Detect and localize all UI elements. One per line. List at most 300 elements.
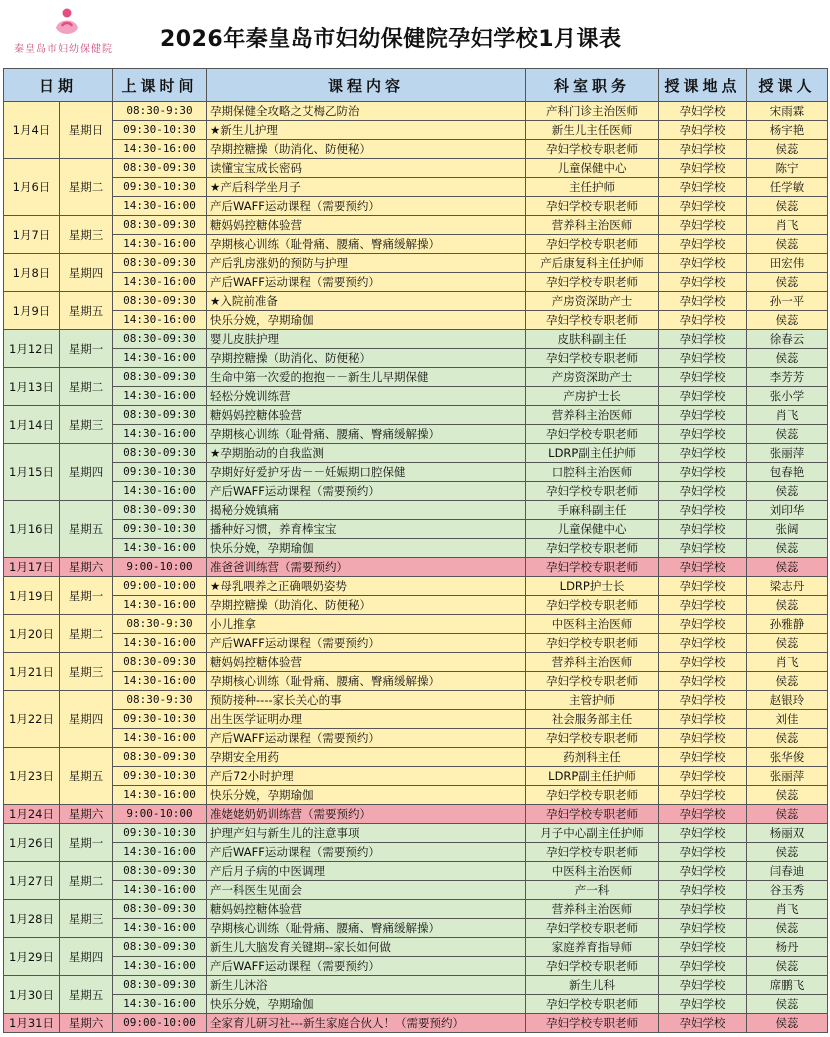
dept-cell: 口腔科主治医师 [526, 463, 659, 482]
table-row [4, 729, 828, 748]
time-cell: 09:30-10:30 [113, 520, 207, 539]
dept-cell: LDRP副主任护师 [526, 444, 659, 463]
time-cell: 14:30-16:00 [113, 634, 207, 653]
teacher-cell: 张华俊 [747, 748, 828, 767]
table-row [4, 767, 828, 786]
teacher-cell: 侯蕊 [747, 786, 828, 805]
dept-cell: 产房资深助产士 [526, 292, 659, 311]
time-cell: 09:30-10:30 [113, 121, 207, 140]
dept-cell: 孕妇学校专职老师 [526, 957, 659, 976]
teacher-cell: 侯蕊 [747, 482, 828, 501]
dept-cell: 孕妇学校专职老师 [526, 539, 659, 558]
col-header-course: 课程内容 [207, 69, 526, 102]
table-row [4, 368, 828, 387]
teacher-cell: 肖飞 [747, 900, 828, 919]
teacher-cell: 孙雅静 [747, 615, 828, 634]
time-cell: 14:30-16:00 [113, 539, 207, 558]
time-cell: 14:30-16:00 [113, 273, 207, 292]
weekday-cell: 星期六 [60, 1014, 113, 1033]
dept-cell: 新生儿科 [526, 976, 659, 995]
place-cell: 孕妇学校 [659, 178, 747, 197]
table-row [4, 425, 828, 444]
date-cell: 1月26日 [4, 824, 60, 862]
teacher-cell: 杨宇艳 [747, 121, 828, 140]
dept-cell: 孕妇学校专职老师 [526, 729, 659, 748]
course-cell: ★入院前准备 [207, 292, 526, 311]
table-row [4, 292, 828, 311]
date-cell: 1月15日 [4, 444, 60, 501]
time-cell: 08:30-09:30 [113, 216, 207, 235]
teacher-cell: 侯蕊 [747, 349, 828, 368]
place-cell: 孕妇学校 [659, 159, 747, 178]
dept-cell: 孕妇学校专职老师 [526, 805, 659, 824]
dept-cell: 产房护士长 [526, 387, 659, 406]
time-cell: 08:30-09:30 [113, 748, 207, 767]
weekday-cell: 星期五 [60, 501, 113, 558]
date-cell: 1月21日 [4, 653, 60, 691]
course-cell: 产后WAFF运动课程（需要预约） [207, 729, 526, 748]
teacher-cell: 侯蕊 [747, 235, 828, 254]
hospital-logo [12, 6, 124, 60]
course-cell: 孕期核心训练（耻骨痛、腰痛、臀痛缓解操） [207, 919, 526, 938]
table-row [4, 235, 828, 254]
dept-cell: 孕妇学校专职老师 [526, 919, 659, 938]
place-cell: 孕妇学校 [659, 786, 747, 805]
place-cell: 孕妇学校 [659, 938, 747, 957]
table-row [4, 976, 828, 995]
place-cell: 孕妇学校 [659, 881, 747, 900]
date-cell: 1月14日 [4, 406, 60, 444]
teacher-cell: 宋雨霖 [747, 102, 828, 121]
dept-cell: 产后康复科主任护师 [526, 254, 659, 273]
date-cell: 1月6日 [4, 159, 60, 216]
teacher-cell: 侯蕊 [747, 596, 828, 615]
place-cell: 孕妇学校 [659, 767, 747, 786]
time-cell: 08:30-09:30 [113, 444, 207, 463]
table-row [4, 273, 828, 292]
place-cell: 孕妇学校 [659, 368, 747, 387]
course-cell: ★母乳喂养之正确喂奶姿势 [207, 577, 526, 596]
course-cell: 护理产妇与新生儿的注意事项 [207, 824, 526, 843]
course-cell: 孕期好好爱护牙齿－－妊娠期口腔保健 [207, 463, 526, 482]
date-cell: 1月30日 [4, 976, 60, 1014]
dept-cell: 孕妇学校专职老师 [526, 843, 659, 862]
dept-cell: 产科门诊主治医师 [526, 102, 659, 121]
time-cell: 09:00-10:00 [113, 1014, 207, 1033]
place-cell: 孕妇学校 [659, 425, 747, 444]
dept-cell: 孕妇学校专职老师 [526, 425, 659, 444]
time-cell: 09:00-10:00 [113, 577, 207, 596]
date-cell: 1月19日 [4, 577, 60, 615]
teacher-cell: 侯蕊 [747, 197, 828, 216]
date-cell: 1月31日 [4, 1014, 60, 1033]
course-cell: 快乐分娩，孕期瑜伽 [207, 995, 526, 1014]
course-cell: 产后WAFF运动课程（需要预约） [207, 482, 526, 501]
course-cell: 产后月子病的中医调理 [207, 862, 526, 881]
place-cell: 孕妇学校 [659, 748, 747, 767]
table-row [4, 615, 828, 634]
teacher-cell: 肖飞 [747, 216, 828, 235]
place-cell: 孕妇学校 [659, 957, 747, 976]
place-cell: 孕妇学校 [659, 843, 747, 862]
place-cell: 孕妇学校 [659, 539, 747, 558]
dept-cell: 儿童保健中心 [526, 520, 659, 539]
dept-cell: 营养科主治医师 [526, 653, 659, 672]
course-cell: 快乐分娩，孕期瑜伽 [207, 786, 526, 805]
table-row [4, 406, 828, 425]
course-cell: 婴儿皮肤护理 [207, 330, 526, 349]
table-row [4, 349, 828, 368]
time-cell: 9:00-10:00 [113, 805, 207, 824]
table-row [4, 938, 828, 957]
time-cell: 14:30-16:00 [113, 957, 207, 976]
time-cell: 09:30-10:30 [113, 767, 207, 786]
course-cell: 孕期控糖操（助消化、防便秘） [207, 140, 526, 159]
place-cell: 孕妇学校 [659, 900, 747, 919]
dept-cell: 孕妇学校专职老师 [526, 596, 659, 615]
place-cell: 孕妇学校 [659, 862, 747, 881]
date-cell: 1月9日 [4, 292, 60, 330]
dept-cell: 手麻科副主任 [526, 501, 659, 520]
table-row [4, 900, 828, 919]
course-cell: 快乐分娩，孕期瑜伽 [207, 539, 526, 558]
table-row [4, 482, 828, 501]
time-cell: 08:30-9:30 [113, 102, 207, 121]
teacher-cell: 杨丹 [747, 938, 828, 957]
teacher-cell: 侯蕊 [747, 140, 828, 159]
teacher-cell: 谷玉秀 [747, 881, 828, 900]
dept-cell: 产一科 [526, 881, 659, 900]
place-cell: 孕妇学校 [659, 729, 747, 748]
time-cell: 08:30-09:30 [113, 406, 207, 425]
col-header-place: 授课地点 [659, 69, 747, 102]
table-row [4, 197, 828, 216]
course-cell: 新生儿大脑发育关键期--家长如何做 [207, 938, 526, 957]
col-header-teacher: 授课人 [747, 69, 828, 102]
dept-cell: 月子中心副主任护师 [526, 824, 659, 843]
place-cell: 孕妇学校 [659, 1014, 747, 1033]
table-row [4, 539, 828, 558]
dept-cell: 主任护师 [526, 178, 659, 197]
course-cell: 小儿推拿 [207, 615, 526, 634]
logo-mark-icon [50, 6, 84, 40]
table-row [4, 577, 828, 596]
table-row [4, 254, 828, 273]
table-row [4, 311, 828, 330]
table-row [4, 102, 828, 121]
time-cell: 14:30-16:00 [113, 349, 207, 368]
teacher-cell: 侯蕊 [747, 634, 828, 653]
place-cell: 孕妇学校 [659, 273, 747, 292]
course-cell: 出生医学证明办理 [207, 710, 526, 729]
weekday-cell: 星期五 [60, 292, 113, 330]
place-cell: 孕妇学校 [659, 520, 747, 539]
time-cell: 14:30-16:00 [113, 919, 207, 938]
time-cell: 08:30-09:30 [113, 159, 207, 178]
teacher-cell: 肖飞 [747, 406, 828, 425]
time-cell: 9:00-10:00 [113, 558, 207, 577]
course-cell: 产后乳房涨奶的预防与护理 [207, 254, 526, 273]
dept-cell: 孕妇学校专职老师 [526, 995, 659, 1014]
date-cell: 1月8日 [4, 254, 60, 292]
place-cell: 孕妇学校 [659, 710, 747, 729]
teacher-cell: 侯蕊 [747, 729, 828, 748]
teacher-cell: 闫春迪 [747, 862, 828, 881]
course-cell: 糖妈妈控糖体验营 [207, 216, 526, 235]
date-cell: 1月13日 [4, 368, 60, 406]
table-row [4, 159, 828, 178]
date-cell: 1月20日 [4, 615, 60, 653]
table-row [4, 862, 828, 881]
weekday-cell: 星期六 [60, 805, 113, 824]
dept-cell: 新生儿主任医师 [526, 121, 659, 140]
place-cell: 孕妇学校 [659, 691, 747, 710]
place-cell: 孕妇学校 [659, 919, 747, 938]
teacher-cell: 张丽萍 [747, 444, 828, 463]
course-cell: 播种好习惯，养育棒宝宝 [207, 520, 526, 539]
place-cell: 孕妇学校 [659, 615, 747, 634]
teacher-cell: 侯蕊 [747, 558, 828, 577]
table-row [4, 710, 828, 729]
table-row [4, 691, 828, 710]
course-cell: 孕期控糖操（助消化、防便秘） [207, 349, 526, 368]
time-cell: 14:30-16:00 [113, 843, 207, 862]
course-cell: 孕期核心训练（耻骨痛、腰痛、臀痛缓解操） [207, 425, 526, 444]
weekday-cell: 星期四 [60, 691, 113, 748]
weekday-cell: 星期二 [60, 862, 113, 900]
course-cell: 产后72小时护理 [207, 767, 526, 786]
course-cell: 全家育儿研习社---新生家庭合伙人！（需要预约） [207, 1014, 526, 1033]
course-cell: 孕期核心训练（耻骨痛、腰痛、臀痛缓解操） [207, 672, 526, 691]
date-cell: 1月23日 [4, 748, 60, 805]
schedule-body [4, 102, 828, 1033]
dept-cell: 孕妇学校专职老师 [526, 558, 659, 577]
course-cell: 新生儿沐浴 [207, 976, 526, 995]
table-row [4, 843, 828, 862]
teacher-cell: 肖飞 [747, 653, 828, 672]
place-cell: 孕妇学校 [659, 672, 747, 691]
course-cell: 产后WAFF运动课程（需要预约） [207, 273, 526, 292]
date-cell: 1月17日 [4, 558, 60, 577]
table-row [4, 520, 828, 539]
course-cell: 糖妈妈控糖体验营 [207, 900, 526, 919]
dept-cell: 营养科主治医师 [526, 216, 659, 235]
teacher-cell: 刘佳 [747, 710, 828, 729]
dept-cell: LDRP护士长 [526, 577, 659, 596]
dept-cell: 孕妇学校专职老师 [526, 140, 659, 159]
table-row [4, 786, 828, 805]
time-cell: 14:30-16:00 [113, 311, 207, 330]
time-cell: 14:30-16:00 [113, 729, 207, 748]
time-cell: 08:30-09:30 [113, 938, 207, 957]
weekday-cell: 星期五 [60, 976, 113, 1014]
teacher-cell: 侯蕊 [747, 311, 828, 330]
dept-cell: 孕妇学校专职老师 [526, 482, 659, 501]
teacher-cell: 梁志丹 [747, 577, 828, 596]
table-row [4, 995, 828, 1014]
course-cell: 揭秘分娩镇痛 [207, 501, 526, 520]
time-cell: 14:30-16:00 [113, 425, 207, 444]
teacher-cell: 杨丽双 [747, 824, 828, 843]
course-cell: 预防接种----家长关心的事 [207, 691, 526, 710]
teacher-cell: 侯蕊 [747, 957, 828, 976]
teacher-cell: 徐春云 [747, 330, 828, 349]
place-cell: 孕妇学校 [659, 311, 747, 330]
place-cell: 孕妇学校 [659, 140, 747, 159]
dept-cell: 儿童保健中心 [526, 159, 659, 178]
dept-cell: 主管护师 [526, 691, 659, 710]
time-cell: 08:30-09:30 [113, 900, 207, 919]
time-cell: 08:30-9:30 [113, 615, 207, 634]
place-cell: 孕妇学校 [659, 596, 747, 615]
table-row [4, 805, 828, 824]
table-row [4, 330, 828, 349]
time-cell: 08:30-09:30 [113, 862, 207, 881]
place-cell: 孕妇学校 [659, 463, 747, 482]
place-cell: 孕妇学校 [659, 216, 747, 235]
teacher-cell: 侯蕊 [747, 805, 828, 824]
place-cell: 孕妇学校 [659, 330, 747, 349]
table-row [4, 1014, 828, 1033]
dept-cell: 孕妇学校专职老师 [526, 634, 659, 653]
place-cell: 孕妇学校 [659, 406, 747, 425]
weekday-cell: 星期三 [60, 653, 113, 691]
table-row [4, 501, 828, 520]
weekday-cell: 星期四 [60, 254, 113, 292]
dept-cell: 家庭养育指导师 [526, 938, 659, 957]
place-cell: 孕妇学校 [659, 387, 747, 406]
dept-cell: 孕妇学校专职老师 [526, 235, 659, 254]
page-title: 2026年秦皇岛市妇幼保健院孕妇学校1月课表 [160, 27, 622, 52]
course-cell: 产后WAFF运动课程（需要预约） [207, 843, 526, 862]
table-row [4, 596, 828, 615]
place-cell: 孕妇学校 [659, 805, 747, 824]
date-cell: 1月29日 [4, 938, 60, 976]
teacher-cell: 刘印华 [747, 501, 828, 520]
course-cell: 产后WAFF运动课程（需要预约） [207, 634, 526, 653]
weekday-cell: 星期二 [60, 615, 113, 653]
course-cell: 糖妈妈控糖体验营 [207, 653, 526, 672]
course-cell: ★孕期胎动的自我监测 [207, 444, 526, 463]
place-cell: 孕妇学校 [659, 501, 747, 520]
place-cell: 孕妇学校 [659, 254, 747, 273]
teacher-cell: 侯蕊 [747, 843, 828, 862]
time-cell: 08:30-09:30 [113, 292, 207, 311]
time-cell: 14:30-16:00 [113, 140, 207, 159]
time-cell: 08:30-09:30 [113, 254, 207, 273]
weekday-cell: 星期二 [60, 159, 113, 216]
place-cell: 孕妇学校 [659, 482, 747, 501]
logo-text: 秦皇岛市妇幼保健院 [14, 44, 113, 55]
teacher-cell: 任学敏 [747, 178, 828, 197]
time-cell: 08:30-9:30 [113, 691, 207, 710]
course-cell: ★产后科学坐月子 [207, 178, 526, 197]
time-cell: 14:30-16:00 [113, 786, 207, 805]
table-row [4, 957, 828, 976]
course-cell: 准姥姥奶奶训练营（需要预约） [207, 805, 526, 824]
header-row [4, 69, 828, 102]
teacher-cell: 孙一平 [747, 292, 828, 311]
weekday-cell: 星期三 [60, 216, 113, 254]
teacher-cell: 侯蕊 [747, 919, 828, 938]
schedule-table [3, 68, 828, 1033]
dept-cell: 中医科主治医师 [526, 862, 659, 881]
teacher-cell: 李芳芳 [747, 368, 828, 387]
place-cell: 孕妇学校 [659, 577, 747, 596]
course-cell: 孕期安全用药 [207, 748, 526, 767]
weekday-cell: 星期五 [60, 748, 113, 805]
dept-cell: 产房资深助产士 [526, 368, 659, 387]
table-row [4, 634, 828, 653]
teacher-cell: 侯蕊 [747, 1014, 828, 1033]
table-row [4, 653, 828, 672]
table-row [4, 919, 828, 938]
dept-cell: 药剂科主任 [526, 748, 659, 767]
teacher-cell: 包春艳 [747, 463, 828, 482]
dept-cell: 孕妇学校专职老师 [526, 1014, 659, 1033]
weekday-cell: 星期六 [60, 558, 113, 577]
dept-cell: 孕妇学校专职老师 [526, 349, 659, 368]
teacher-cell: 赵银玲 [747, 691, 828, 710]
date-cell: 1月4日 [4, 102, 60, 159]
time-cell: 08:30-09:30 [113, 501, 207, 520]
date-cell: 1月24日 [4, 805, 60, 824]
teacher-cell: 张阔 [747, 520, 828, 539]
course-cell: 轻松分娩训练营 [207, 387, 526, 406]
time-cell: 09:30-10:30 [113, 463, 207, 482]
time-cell: 14:30-16:00 [113, 197, 207, 216]
time-cell: 14:30-16:00 [113, 596, 207, 615]
dept-cell: LDRP副主任护师 [526, 767, 659, 786]
place-cell: 孕妇学校 [659, 197, 747, 216]
place-cell: 孕妇学校 [659, 976, 747, 995]
time-cell: 14:30-16:00 [113, 235, 207, 254]
dept-cell: 皮肤科副主任 [526, 330, 659, 349]
time-cell: 14:30-16:00 [113, 387, 207, 406]
course-cell: 产后WAFF运动课程（需要预约） [207, 197, 526, 216]
place-cell: 孕妇学校 [659, 292, 747, 311]
weekday-cell: 星期一 [60, 330, 113, 368]
time-cell: 08:30-09:30 [113, 330, 207, 349]
teacher-cell: 张小学 [747, 387, 828, 406]
table-row [4, 444, 828, 463]
place-cell: 孕妇学校 [659, 558, 747, 577]
col-header-dept: 科室职务 [526, 69, 659, 102]
page-header [0, 0, 830, 66]
dept-cell: 孕妇学校专职老师 [526, 197, 659, 216]
table-row [4, 463, 828, 482]
time-cell: 08:30-09:30 [113, 368, 207, 387]
table-row [4, 387, 828, 406]
course-cell: 读懂宝宝成长密码 [207, 159, 526, 178]
date-cell: 1月7日 [4, 216, 60, 254]
course-cell: 准爸爸训练营（需要预约） [207, 558, 526, 577]
time-cell: 14:30-16:00 [113, 881, 207, 900]
place-cell: 孕妇学校 [659, 995, 747, 1014]
time-cell: 09:30-10:30 [113, 178, 207, 197]
course-cell: 孕期核心训练（耻骨痛、腰痛、臀痛缓解操） [207, 235, 526, 254]
teacher-cell: 席鹏飞 [747, 976, 828, 995]
course-cell: 产后WAFF运动课程（需要预约） [207, 957, 526, 976]
weekday-cell: 星期日 [60, 102, 113, 159]
teacher-cell: 侯蕊 [747, 425, 828, 444]
course-cell: 孕期保健全攻略之艾梅乙防治 [207, 102, 526, 121]
weekday-cell: 星期一 [60, 577, 113, 615]
weekday-cell: 星期四 [60, 938, 113, 976]
teacher-cell: 张丽萍 [747, 767, 828, 786]
col-header-date: 日期 [4, 69, 113, 102]
dept-cell: 社会服务部主任 [526, 710, 659, 729]
